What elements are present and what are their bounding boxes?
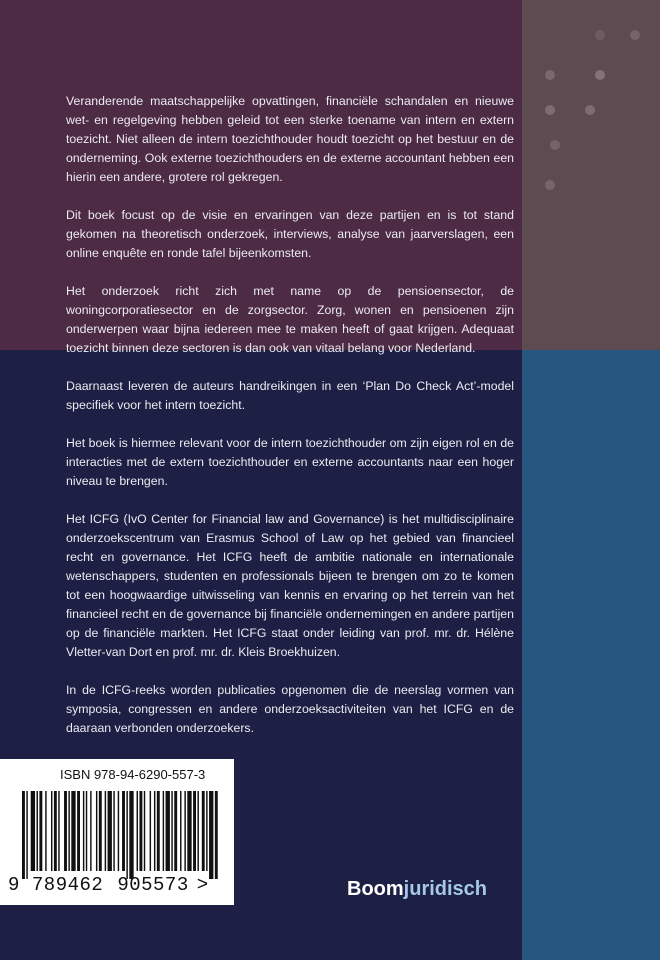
barcode-arrow: >	[196, 874, 209, 896]
barcode-bar	[105, 791, 106, 871]
barcode-bar	[144, 791, 145, 871]
paragraph: Het ICFG (IvO Center for Financial law and Governance) is het multidisciplinaire onderzoekscentrum van Erasmus School of Law op het gebied van financieel recht en governance. Het ICFG heeft de ambitie nationale en internationale wetenschappers, studenten en professionals bijeen te brengen om zo te komen tot een hoogwaardige uitwisseling van kennis en ervaring op het terrein van het financieel recht en de governance bij financiële ondernemingen en andere partijen op de financiële markten. Het ICFG staat onder leiding van prof. mr. dr. Hélène Vletter-van Dort en prof. mr. dr. Kleis Broekhuizen.	[66, 512, 514, 659]
barcode-digit-first: 9	[8, 874, 20, 896]
dot	[585, 105, 595, 115]
barcode-bar	[129, 791, 133, 879]
barcode-bar	[209, 791, 213, 879]
background-bottom-right	[522, 350, 660, 960]
barcode-bar	[37, 791, 38, 871]
barcode-bar	[99, 791, 102, 871]
barcode-bar	[215, 791, 218, 879]
barcode-bar	[51, 791, 52, 871]
dot	[545, 180, 555, 190]
barcode-bar	[58, 791, 59, 871]
barcode-bar	[31, 791, 35, 871]
barcode-bar	[206, 791, 207, 871]
barcode-bar	[96, 791, 97, 871]
barcode-bar	[39, 791, 42, 871]
barcode-bar	[193, 791, 196, 871]
dot	[550, 140, 560, 150]
barcode-digit-group-1: 789462	[31, 874, 104, 896]
barcode-digit-group-2: 905573	[117, 874, 189, 896]
barcode-bar	[108, 791, 112, 871]
dot	[545, 70, 555, 80]
decorative-dot-pattern	[540, 30, 650, 200]
isbn-label: ISBN 978-94-6290-557-3	[60, 767, 206, 782]
paragraph: Het onderzoek richt zich met name op de pensioensector, de woningcorporatiesector en de zorgsector. Zorg, wonen en pensioenen zijn onderwerpen waar bijna iedereen mee te maken heeft of gaat krijgen. Adequaat toezicht binnen deze sectoren is dan ook van vitaal belang voor Nederland.	[66, 284, 514, 355]
barcode-bar	[64, 791, 67, 871]
back-cover-text	[66, 92, 514, 757]
barcode-bar	[187, 791, 191, 871]
barcode-bar	[180, 791, 181, 871]
barcode-bar	[118, 791, 119, 871]
barcode-digits	[8, 874, 230, 896]
dot	[545, 105, 555, 115]
barcode-bar	[154, 791, 155, 871]
barcode-bar	[126, 791, 127, 879]
barcode-bar	[174, 791, 177, 871]
barcode-bar	[122, 791, 125, 871]
publisher-logo	[347, 878, 487, 901]
barcode-bar	[202, 791, 205, 871]
barcode-bar	[171, 791, 172, 871]
barcode-bar	[197, 791, 198, 871]
paragraph: In de ICFG-reeks worden publicaties opgenomen die de neerslag vormen van symposia, congressen en andere onderzoeksactiviteiten van het ICFG en de daaraan verbonden onderzoekers.	[66, 683, 514, 735]
barcode-bar	[71, 791, 75, 871]
barcode-bar	[184, 791, 185, 871]
barcode-bar	[157, 791, 160, 871]
barcode-bar	[83, 791, 84, 871]
paragraph: Veranderende maatschappelijke opvattingen, financiële schandalen en nieuwe wet- en regelgeving hebben geleid tot een sterke toename van intern en extern toezicht. Niet alleen de intern toezichthouder houdt toezicht op het bestuur en de onderneming. Ook externe toezichthouders en de externe accountant hebben een hierin een andere, grotere rol gekregen.	[66, 94, 514, 184]
dot	[595, 30, 605, 40]
barcode-bar	[54, 791, 57, 871]
barcode-bar	[137, 791, 138, 871]
barcode-bar	[113, 791, 114, 871]
barcode-bar	[68, 791, 69, 871]
barcode-bar	[45, 791, 46, 871]
barcode-bar	[139, 791, 142, 871]
barcode-bar	[163, 791, 164, 871]
logo-juridisch: juridisch	[403, 878, 488, 900]
paragraph: Het boek is hiermee relevant voor de intern toezichthouder om zijn eigen rol en de interacties met de extern toezichthouder en externe accountants naar een hoger niveau te brengen.	[66, 436, 514, 488]
paragraph: Daarnaast leveren de auteurs handreikingen in een ‘Plan Do Check Act’-model specifiek voor het intern toezicht.	[66, 379, 514, 412]
barcode-bar	[26, 791, 27, 879]
barcode-bar	[22, 791, 25, 879]
barcode-bar	[90, 791, 91, 871]
dot	[630, 30, 640, 40]
isbn-barcode	[0, 759, 234, 905]
barcode-bar	[166, 791, 170, 871]
dot	[595, 70, 605, 80]
barcode-bar	[86, 791, 87, 871]
barcode-bar	[150, 791, 151, 871]
logo-boom: Boom	[347, 878, 404, 900]
paragraph: Dit boek focust op de visie en ervaringen van deze partijen en is tot stand gekomen na theoretisch onderzoek, interviews, analyse van jaarverslagen, een online enquête en ronde tafel bijeenkomsten.	[66, 208, 514, 260]
barcode-bar	[77, 791, 80, 871]
